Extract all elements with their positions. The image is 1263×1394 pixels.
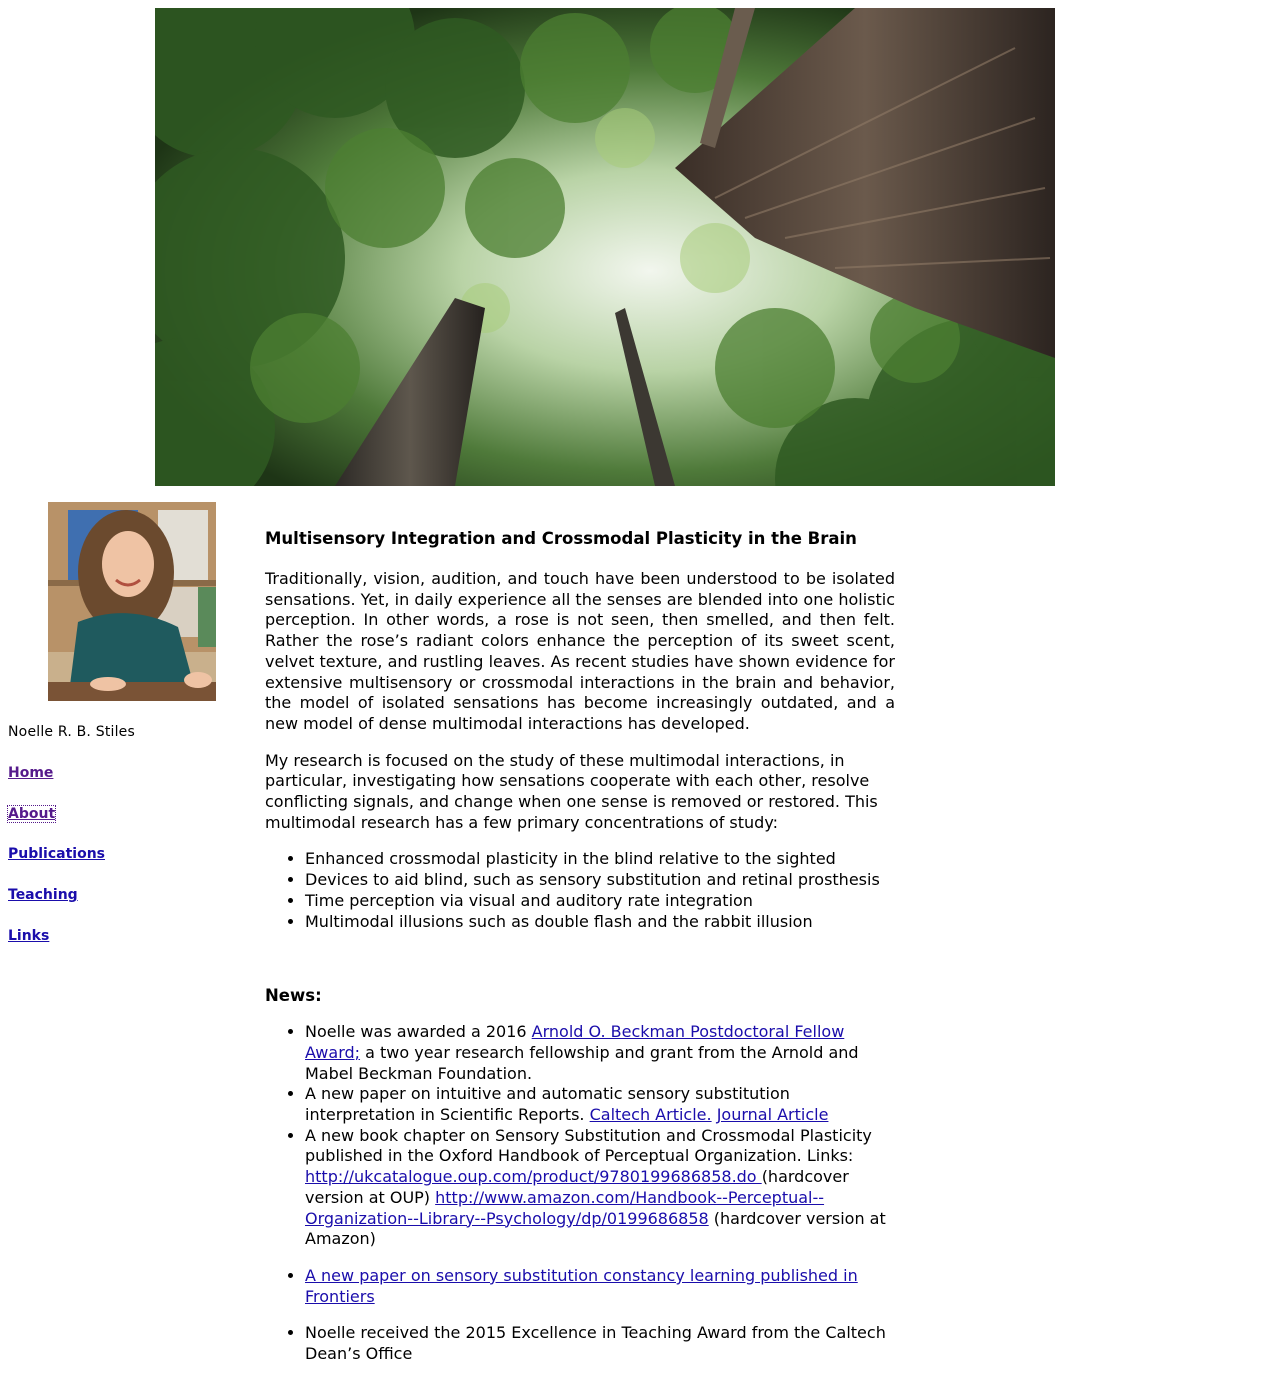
research-topics-list — [265, 849, 895, 932]
news-text: Noelle was awarded a 2016 — [305, 1022, 532, 1042]
page-title: Multisensory Integration and Crossmodal Plasticity in the Brain — [265, 529, 857, 548]
news-text: Noelle received the 2015 Excellence in Teaching Award from the Caltech Dean’s Office — [305, 1323, 886, 1364]
intro-paragraph: Traditionally, vision, audition, and touch have been understood to be isolated sensations. Yet, in daily experience all the senses are blended into one holistic perception. In other words, a rose is not seen, then smelled, and then felt. Rather the rose’s radiant colors enhance the perception of its sweet scent, velvet texture, and rustling leaves. As recent studies have shown evidence for extensive multisensory or crossmodal interactions in the brain and behavior, the model of isolated sensations has become increasingly outdated, and a new model of dense multimodal interactions has developed. — [265, 569, 895, 733]
news-heading: News: — [265, 986, 322, 1006]
topic-item: • Devices to aid blind, such as sensory substitution and retinal prosthesis — [305, 870, 895, 891]
portrait-photo-icon — [48, 502, 216, 701]
news-text: (hardcover version at Amazon) — [305, 1208, 886, 1249]
news-text: a two year research fellowship and grant from the Arnold and Mabel Beckman Foundation. — [305, 1042, 859, 1083]
banner-photo — [155, 8, 1055, 486]
author-name: Noelle R. B. Stiles — [8, 724, 135, 740]
news-text: (hardcover version at OUP) — [305, 1167, 849, 1207]
sidebar — [8, 724, 208, 965]
frontiers-paper-link[interactable]: A new paper on sensory substitution constancy learning published in Frontiers — [305, 1265, 858, 1306]
nav-item-links — [8, 925, 208, 966]
news-text: A new book chapter on Sensory Substitution and Crossmodal Plasticity published in the Oxford Handbook of Perceptual Organization. Links: — [305, 1125, 872, 1166]
nav-link-publications[interactable]: Publications — [8, 846, 106, 863]
topic-item: • Multimodal illusions such as double flash and the rabbit illusion — [305, 912, 895, 933]
news-text: A new paper on intuitive and automatic sensory substitution interpretation in Scientific Reports. — [305, 1084, 790, 1125]
nav-item-about — [8, 803, 208, 844]
nav-link-home[interactable]: Home — [8, 765, 54, 781]
amazon-link[interactable]: http://www.amazon.com/Handbook--Perceptual--Organization--Library--Psychology/dp/0199686858 — [305, 1187, 825, 1228]
nav-link-teaching[interactable]: Teaching — [8, 887, 78, 904]
nav-menu — [8, 762, 208, 965]
nav-link-links[interactable]: Links — [8, 927, 50, 944]
nav-item-publications — [8, 843, 208, 884]
news-item-beckman — [305, 1022, 895, 1084]
nav-item-teaching — [8, 884, 208, 925]
main-content — [265, 528, 895, 1365]
topic-item: • Time perception via visual and auditory rate integration — [305, 891, 895, 912]
news-item-frontiers — [305, 1266, 895, 1307]
news-item-book-chapter — [305, 1126, 895, 1250]
news-list — [265, 1022, 895, 1365]
journal-article-link[interactable]: Journal Article — [716, 1105, 829, 1125]
beckman-award-link[interactable]: Arnold O. Beckman Postdoctoral Fellow Award; — [305, 1022, 845, 1062]
news-item-scientific-reports — [305, 1084, 895, 1125]
topic-item: • Enhanced crossmodal plasticity in the blind relative to the sighted — [305, 849, 895, 870]
oup-link[interactable]: http://ukcatalogue.oup.com/product/9780199686858.do — [305, 1167, 762, 1187]
redwood-trees-photo-icon — [155, 8, 1055, 486]
research-paragraph: My research is focused on the study of these multimodal interactions, in particular, investigating how sensations cooperate with each other, resolve conflicting signals, and change when one sense is removed or restored. This multimodal research has a few primary concentrations of study: — [265, 750, 878, 832]
caltech-article-link[interactable]: Caltech Article. — [589, 1105, 712, 1125]
nav-item-home — [8, 762, 208, 803]
nav-link-about[interactable]: About — [8, 805, 56, 822]
profile-photo — [48, 502, 216, 701]
news-item-teaching-award — [305, 1323, 895, 1364]
